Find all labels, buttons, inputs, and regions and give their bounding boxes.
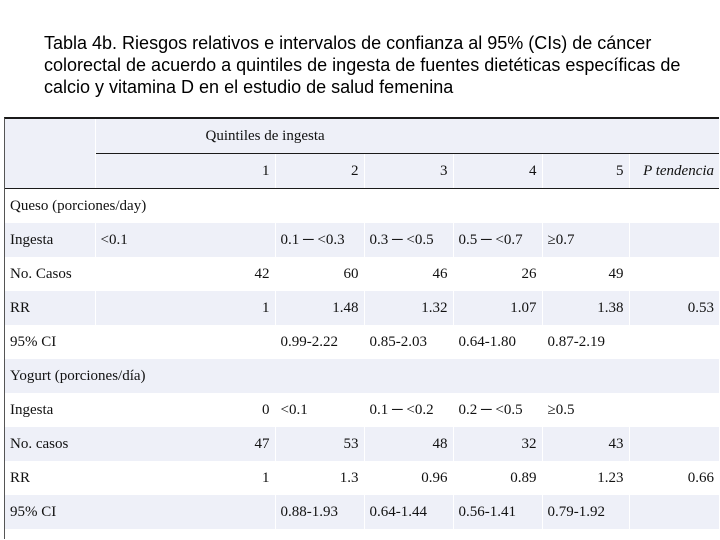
table-row — [5, 461, 719, 495]
table-cell: 0.64-1.44 — [364, 495, 453, 529]
table-cell: 0.88-1.93 — [275, 495, 364, 529]
table-cell: ≥0.5 — [542, 393, 629, 427]
table-cell: 0 — [185, 393, 275, 427]
table-cell — [185, 495, 275, 529]
table-cell: 26 — [453, 257, 542, 291]
table-row — [5, 325, 719, 359]
row-label: 95% CI — [5, 495, 185, 529]
table-cell: 0.5 ─ <0.7 — [453, 223, 542, 257]
quintiles-header: Quintiles de ingesta — [95, 119, 719, 154]
table-cell — [185, 325, 275, 359]
results-table — [4, 117, 719, 539]
table-cell: 0.99-2.22 — [275, 325, 364, 359]
table-cell: 0.3 ─ <0.5 — [364, 223, 453, 257]
row-label: RR — [5, 461, 95, 495]
table-cell: <0.1 — [95, 223, 185, 257]
table-cell — [629, 325, 719, 359]
column-header: 2 — [275, 154, 364, 189]
column-header: 3 — [364, 154, 453, 189]
table-cell — [629, 257, 719, 291]
table-cell: 1.32 — [364, 291, 453, 325]
table-cell: 42 — [185, 257, 275, 291]
table-cell: 32 — [453, 427, 542, 461]
column-header: 5 — [542, 154, 629, 189]
table-cell: 0.96 — [364, 461, 453, 495]
slide-title: Tabla 4b. Riesgos relativos e intervalos de confianza al 95% (CIs) de cáncer colorectal de acuerdo a quintiles de ingesta de fuentes dietéticas específicas de calcio y vitamina D en el estudio de salud femenina — [44, 33, 681, 97]
table-cell: 1 — [185, 461, 275, 495]
column-header: 4 — [453, 154, 542, 189]
table-cell — [629, 223, 719, 257]
table-cell: 0.64-1.80 — [453, 325, 542, 359]
row-label: Ingesta — [5, 223, 95, 257]
table-cell: 1.3 — [275, 461, 364, 495]
table-cell — [95, 393, 185, 427]
row-label: No. casos — [5, 427, 185, 461]
table-cell: 0.2 ─ <0.5 — [453, 393, 542, 427]
table-cell — [95, 257, 185, 291]
table-cell: 0.85-2.03 — [364, 325, 453, 359]
section-title: Yogurt (porciones/día) — [5, 359, 719, 393]
table-cell: 48 — [364, 427, 453, 461]
row-label: RR — [5, 291, 95, 325]
table-cell: 0.89 — [453, 461, 542, 495]
table-cell: 0.66 — [629, 461, 719, 495]
table-cell — [95, 291, 185, 325]
table-cell: 0.87-2.19 — [542, 325, 629, 359]
table-row — [5, 223, 719, 257]
table-cell: 1.23 — [542, 461, 629, 495]
table-cell: 0.53 — [629, 291, 719, 325]
table-cell — [629, 495, 719, 529]
table-cell — [629, 427, 719, 461]
table-cell: 43 — [542, 427, 629, 461]
table-cell: 0.79-1.92 — [542, 495, 629, 529]
section-row — [5, 359, 719, 393]
row-label: No. Casos — [5, 257, 95, 291]
table-row — [5, 495, 719, 529]
table-cell: 0.1 ─ <0.2 — [364, 393, 453, 427]
column-header: 1 — [95, 154, 275, 189]
column-header-row — [5, 154, 719, 189]
table-cell: 0.56-1.41 — [453, 495, 542, 529]
table-cell: <0.1 — [275, 393, 364, 427]
table-cell: 0.1 ─ <0.3 — [275, 223, 364, 257]
data-table — [5, 119, 719, 529]
table-cell: 60 — [275, 257, 364, 291]
table-cell — [185, 223, 275, 257]
table-cell — [629, 393, 719, 427]
table-cell: 47 — [185, 427, 275, 461]
table-cell: 49 — [542, 257, 629, 291]
table-cell: 53 — [275, 427, 364, 461]
row-label: 95% CI — [5, 325, 185, 359]
row-label: Ingesta — [5, 393, 95, 427]
table-cell: 1 — [185, 291, 275, 325]
table-cell: 1.38 — [542, 291, 629, 325]
section-row — [5, 189, 719, 224]
p-trend-header: P tendencia — [629, 154, 719, 189]
table-row — [5, 427, 719, 461]
table-cell: 46 — [364, 257, 453, 291]
table-row — [5, 257, 719, 291]
table-cell: 1.07 — [453, 291, 542, 325]
quintiles-header-row — [5, 119, 719, 154]
table-cell — [95, 461, 185, 495]
table-row — [5, 393, 719, 427]
table-row — [5, 291, 719, 325]
table-cell: ≥0.7 — [542, 223, 629, 257]
section-title: Queso (porciones/day) — [5, 189, 719, 224]
table-cell: 1.48 — [275, 291, 364, 325]
